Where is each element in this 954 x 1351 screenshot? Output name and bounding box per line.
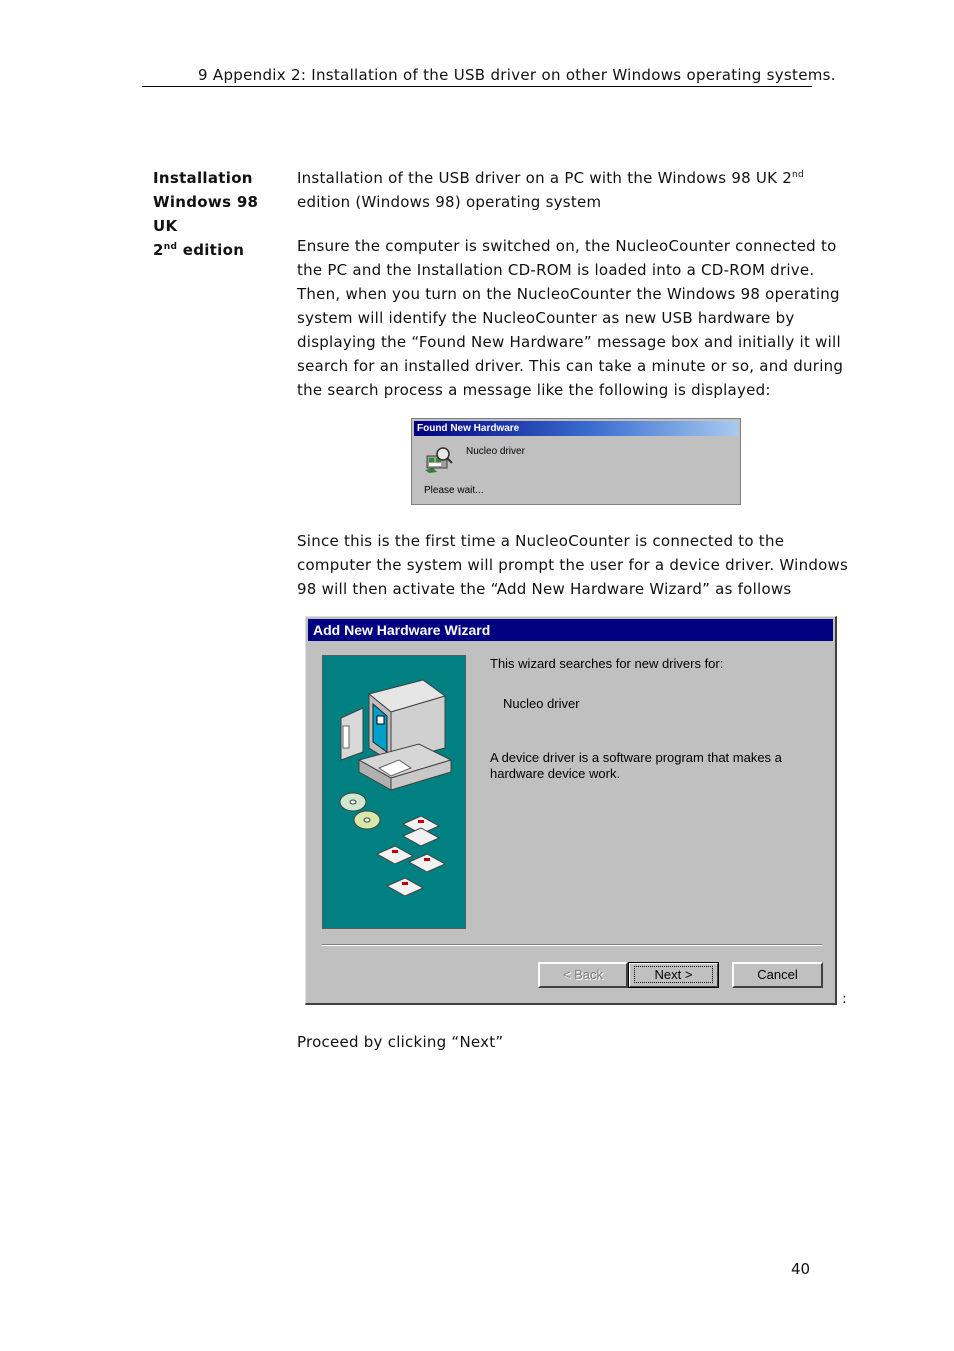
- wizard-intro-text: This wizard searches for new drivers for:: [490, 656, 724, 671]
- trailing-colon: :: [842, 991, 847, 1007]
- intro-paragraph: Installation of the USB driver on a PC with the Windows 98 UK 2nd edition (Windows 98) operating system: [297, 169, 804, 211]
- next-button-label: Next >: [634, 966, 714, 983]
- search-status-text: Please wait...: [424, 485, 484, 496]
- found-device-name: Nucleo driver: [466, 446, 525, 457]
- section-side-heading: [153, 166, 288, 262]
- hardware-search-icon: [423, 446, 453, 474]
- page-number: 40: [791, 1260, 811, 1278]
- cancel-button[interactable]: Cancel: [732, 962, 823, 988]
- add-new-hardware-wizard-dialog: [305, 616, 837, 1005]
- found-new-hardware-title: Found New Hardware: [414, 421, 738, 436]
- next-button[interactable]: [628, 962, 719, 988]
- back-button[interactable]: < Back: [538, 962, 628, 988]
- wizard-intro-paragraph: Since this is the first time a NucleoCounter is connected to the computer the system will prompt the user for a device driver. Windows 98 will then activate the “Add New Hardware Wizard” as follows: [297, 532, 849, 598]
- side-heading-line-3: 2nd edition: [153, 241, 245, 259]
- side-heading-line-1: Installation: [153, 169, 253, 187]
- wizard-title-bar: Add New Hardware Wizard: [308, 619, 833, 641]
- computer-with-disks-icon: [323, 656, 467, 930]
- side-heading-line-2: Windows 98 UK: [153, 193, 259, 235]
- header-rule: [142, 86, 812, 87]
- instructions-paragraph: Ensure the computer is switched on, the NucleoCounter connected to the PC and the Installation CD-ROM is loaded into a CD-ROM drive. Then, when you turn on the NucleoCounter the Windows 98 operating system will identify the NucleoCounter as new USB hardware by displaying the “Found New Hardware” message box and initially it will search for an installed driver. This can take a minute or so, and during the search process a message like the following is displayed:: [297, 237, 844, 399]
- running-header: 9 Appendix 2: Installation of the USB driver on other Windows operating systems.: [198, 66, 836, 84]
- wizard-illustration: [322, 655, 466, 929]
- wizard-separator: [322, 944, 822, 946]
- wizard-description: A device driver is a software program that makes a hardware device work.: [490, 750, 782, 781]
- proceed-instruction: Proceed by clicking “Next”: [297, 1033, 504, 1051]
- found-new-hardware-dialog: [411, 418, 741, 505]
- wizard-device-name: Nucleo driver: [503, 696, 580, 711]
